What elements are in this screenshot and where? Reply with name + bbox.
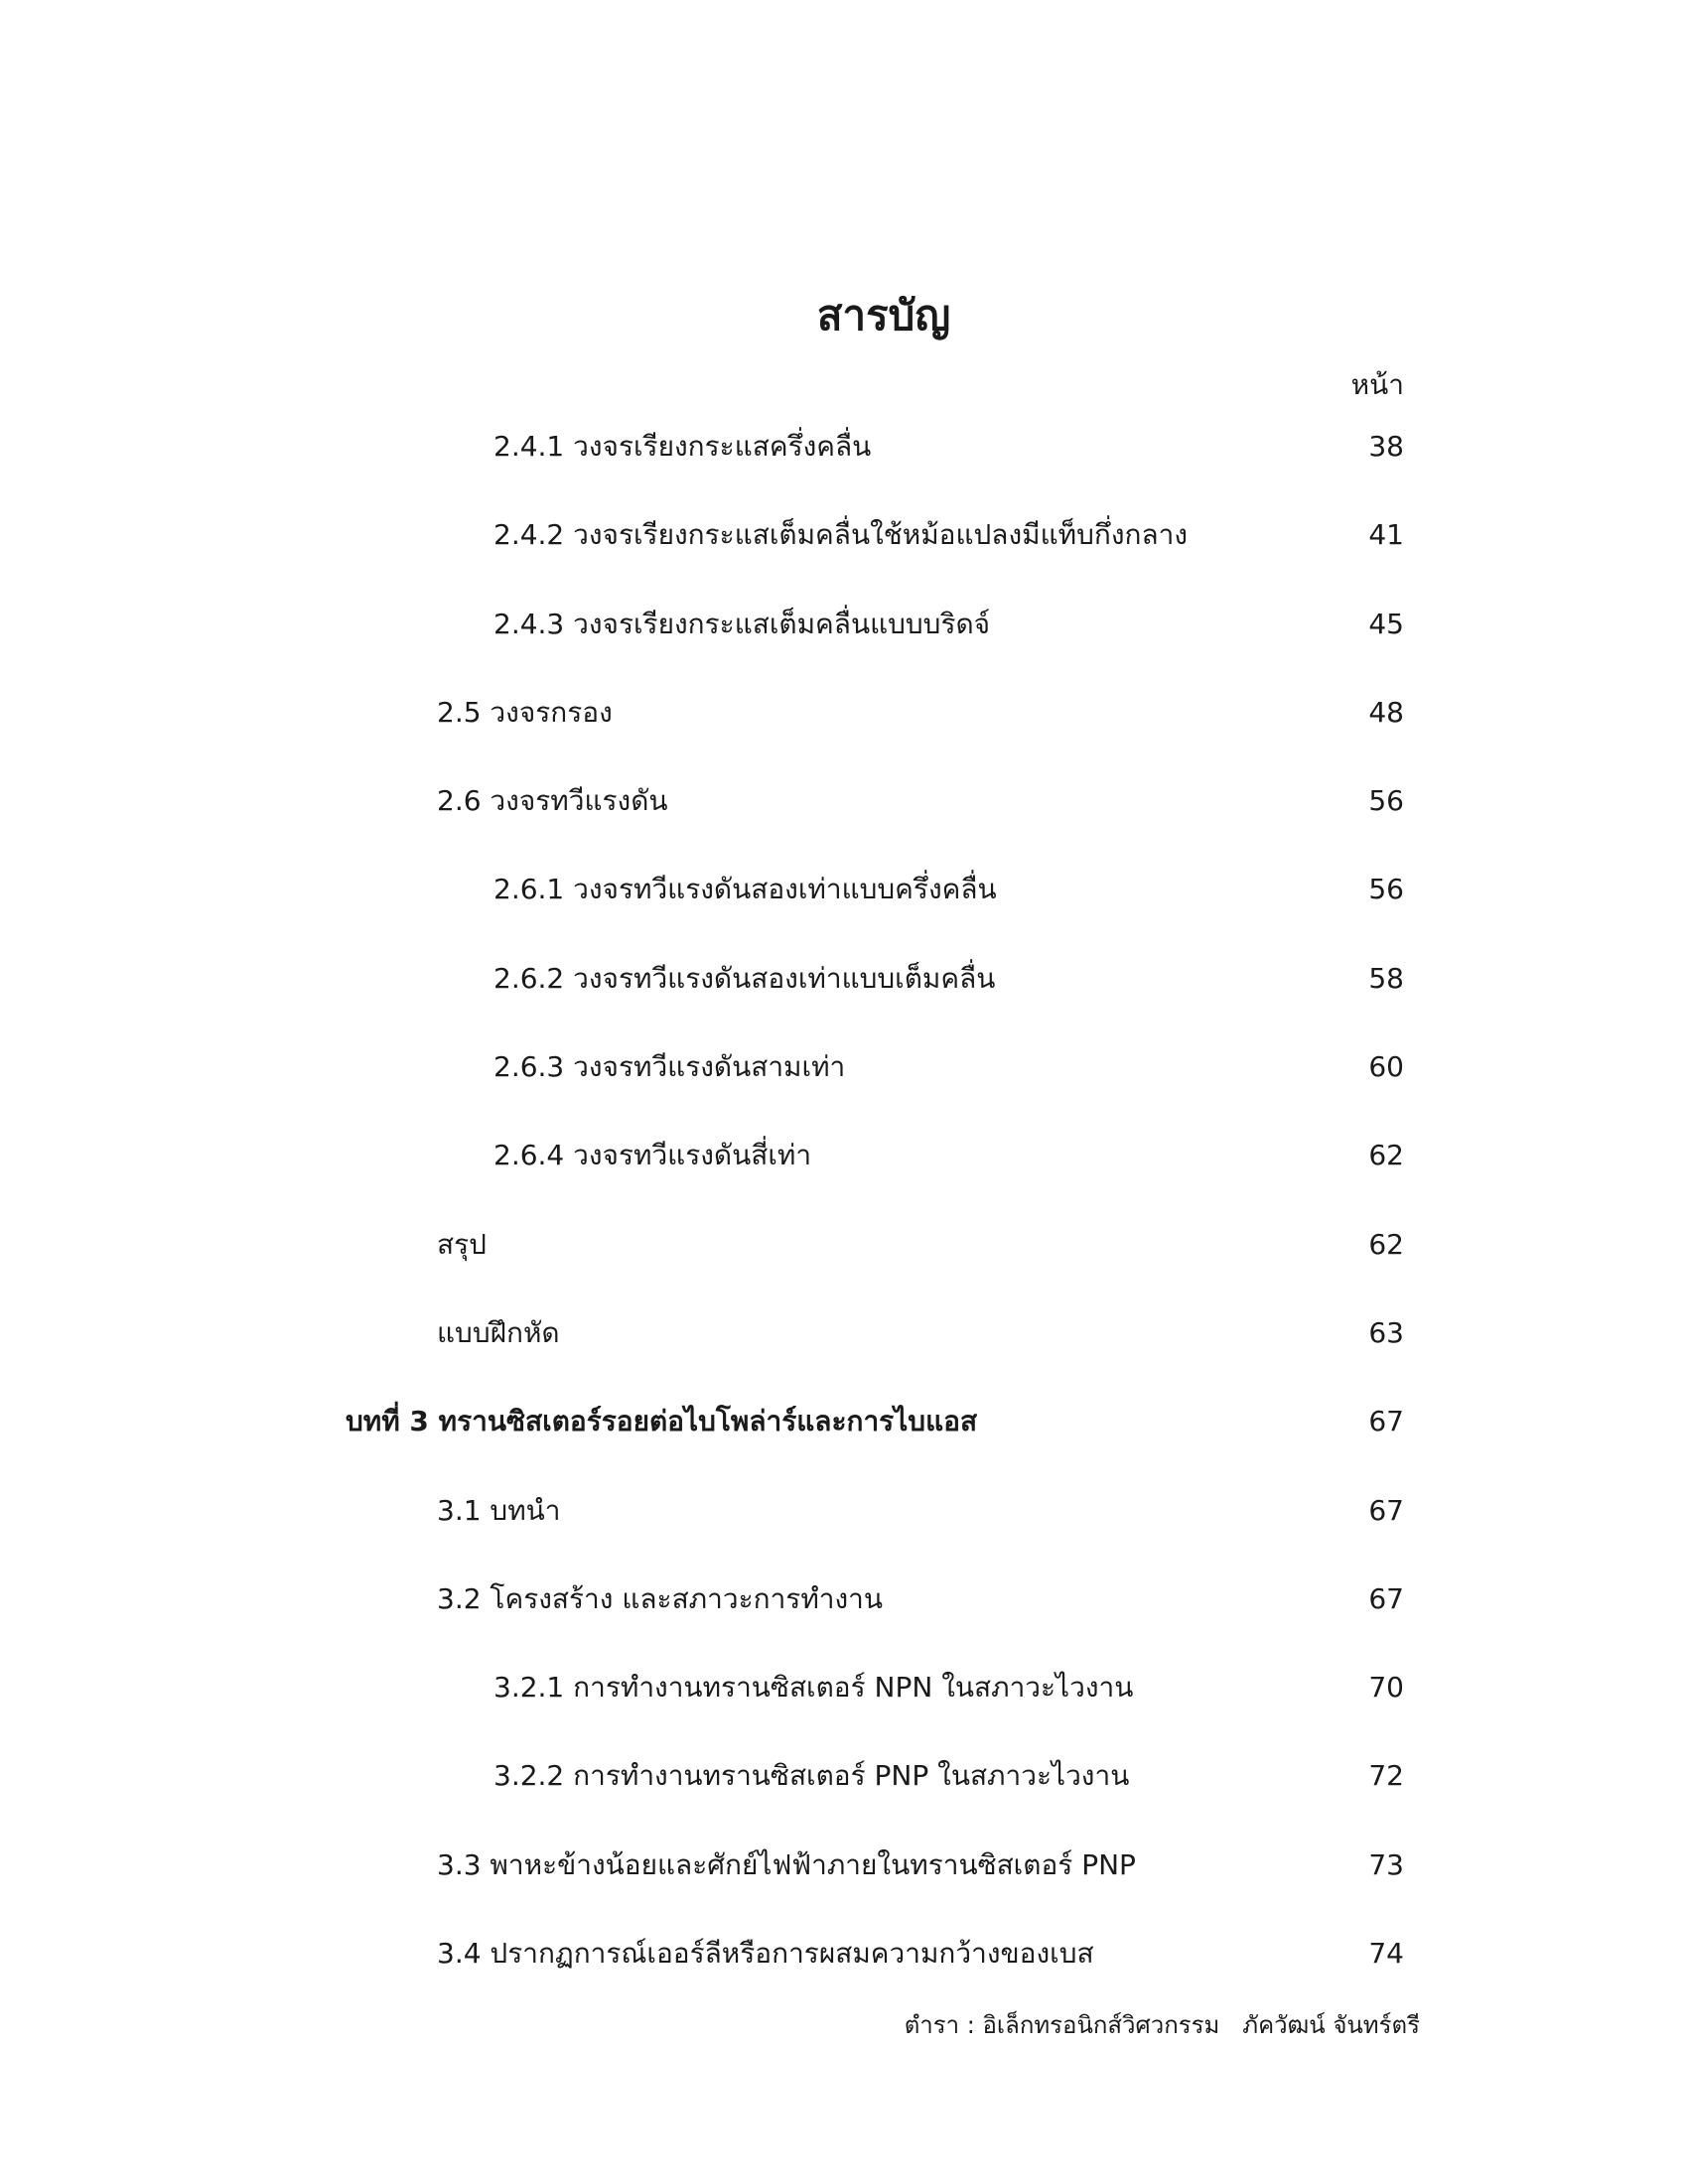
- toc-entry-label: 2.6.2 วงจรทวีแรงดันสองเท่าแบบเต็มคลื่น: [493, 961, 996, 995]
- toc-entry-page: 62: [1368, 1139, 1404, 1172]
- toc-entry-page: 41: [1368, 518, 1404, 552]
- toc-entry-label: 3.2.2 การทำงานทรานซิสเตอร์ PNP ในสภาวะไวงาน: [493, 1759, 1130, 1793]
- toc-entry-page: 74: [1368, 1937, 1404, 1971]
- toc-entry-label: แบบฝึกหัด: [437, 1315, 560, 1349]
- toc-entry: [0, 593, 1688, 681]
- toc-entry-label: 2.6.3 วงจรทวีแรงดันสามเท่า: [493, 1050, 846, 1084]
- toc-entry: [0, 1656, 1688, 1744]
- page-footer: ตำรา : อิเล็กทรอนิกส์วิศวกรรม ภัควัฒน์ จันทร์ตรี: [904, 2011, 1420, 2039]
- toc-entry: [0, 1922, 1688, 2010]
- toc-entry: [0, 1744, 1688, 1833]
- toc-entry-label: 2.6.1 วงจรทวีแรงดันสองเท่าแบบครึ่งคลื่น: [493, 873, 997, 906]
- toc-entry-label: สรุป: [437, 1227, 487, 1261]
- toc-entry-page: 56: [1368, 873, 1404, 906]
- toc-entry-label: 2.4.2 วงจรเรียงกระแสเต็มคลื่นใช้หม้อแปลงมีแท็บกึ่งกลาง: [493, 518, 1189, 552]
- toc-entry-page: 45: [1368, 607, 1404, 640]
- toc-entry-page: 73: [1368, 1847, 1404, 1881]
- toc-entry-label: บทที่ 3 ทรานซิสเตอร์รอยต่อไบโพล่าร์และการไบแอส: [346, 1405, 978, 1438]
- toc-entry: [0, 947, 1688, 1035]
- toc-entry-page: 67: [1368, 1493, 1404, 1527]
- table-of-contents: [0, 415, 1688, 2010]
- toc-entry: [0, 769, 1688, 858]
- toc-entry: [0, 1568, 1688, 1656]
- toc-entry-page: 58: [1368, 961, 1404, 995]
- toc-entry: [0, 1834, 1688, 1922]
- toc-chapter-entry: [0, 1390, 1688, 1478]
- toc-entry-page: 67: [1368, 1405, 1404, 1438]
- page-column-header: หน้า: [1350, 368, 1404, 401]
- toc-entry-page: 56: [1368, 784, 1404, 818]
- toc-entry-label: 3.3 พาหะข้างน้อยและศักย์ไฟฟ้าภายในทรานซิสเตอร์ PNP: [437, 1847, 1136, 1881]
- toc-entry-page: 48: [1368, 695, 1404, 729]
- toc-entry-page: 38: [1368, 430, 1404, 463]
- toc-entry-page: 72: [1368, 1759, 1404, 1793]
- toc-entry-label: 2.6 วงจรทวีแรงดัน: [437, 784, 668, 818]
- toc-entry: [0, 1213, 1688, 1301]
- page-title: สารบัญ: [816, 291, 951, 340]
- toc-entry-label: 3.4 ปรากฏการณ์เออร์ลีหรือการผสมความกว้างของเบส: [437, 1937, 1094, 1971]
- toc-entry-label: 3.2.1 การทำงานทรานซิสเตอร์ NPN ในสภาวะไวงาน: [493, 1671, 1134, 1705]
- toc-entry-label: 2.4.3 วงจรเรียงกระแสเต็มคลื่นแบบบริดจ์: [493, 607, 991, 640]
- toc-entry: [0, 1124, 1688, 1212]
- toc-entry: [0, 681, 1688, 769]
- toc-entry-label: 2.5 วงจรกรอง: [437, 695, 613, 729]
- toc-entry-page: 70: [1368, 1671, 1404, 1705]
- toc-entry-label: 3.1 บทนำ: [437, 1493, 561, 1527]
- toc-entry-label: 2.6.4 วงจรทวีแรงดันสี่เท่า: [493, 1139, 812, 1172]
- toc-entry: [0, 1035, 1688, 1124]
- toc-entry: [0, 858, 1688, 946]
- toc-entry-page: 60: [1368, 1050, 1404, 1084]
- toc-entry-page: 63: [1368, 1315, 1404, 1349]
- toc-entry-page: 62: [1368, 1227, 1404, 1261]
- toc-entry: [0, 1301, 1688, 1390]
- toc-entry: [0, 503, 1688, 592]
- toc-entry-label: 3.2 โครงสร้าง และสภาวะการทำงาน: [437, 1581, 884, 1615]
- toc-entry: [0, 415, 1688, 503]
- toc-entry: [0, 1479, 1688, 1568]
- toc-entry-label: 2.4.1 วงจรเรียงกระแสครึ่งคลื่น: [493, 430, 872, 463]
- toc-entry-page: 67: [1368, 1581, 1404, 1615]
